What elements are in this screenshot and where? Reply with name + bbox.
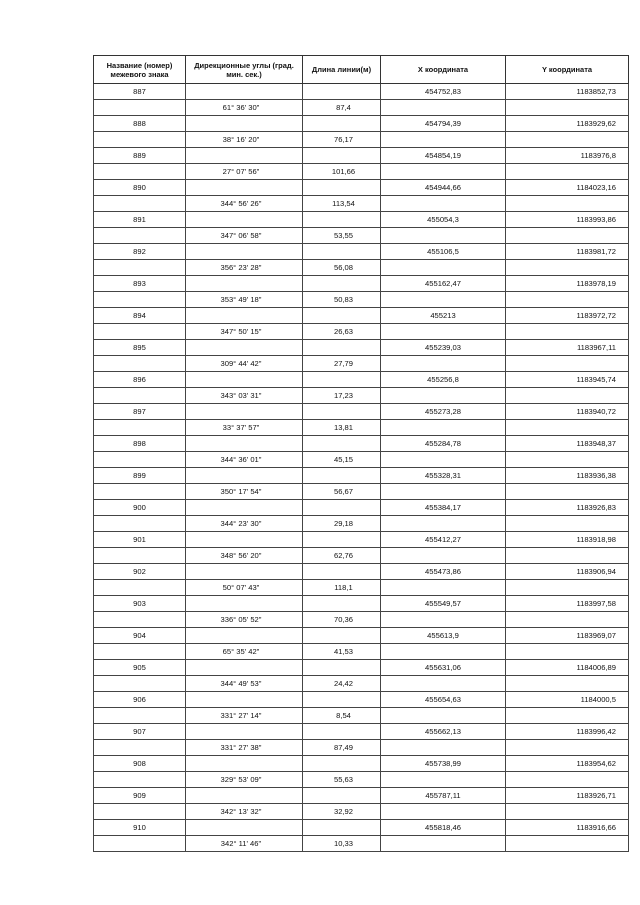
x-coordinate: 455654,63 <box>381 692 506 708</box>
y-coordinate: 1183906,94 <box>506 564 629 580</box>
empty-cell <box>303 116 381 132</box>
empty-cell <box>186 788 303 804</box>
direction-angle: 27° 07' 56" <box>186 164 303 180</box>
mark-number: 910 <box>94 820 186 836</box>
empty-cell <box>506 356 629 372</box>
direction-angle: 344° 36' 01" <box>186 452 303 468</box>
direction-angle: 343° 03' 31" <box>186 388 303 404</box>
direction-angle: 50° 07' 43" <box>186 580 303 596</box>
empty-cell <box>186 628 303 644</box>
empty-cell <box>303 340 381 356</box>
x-coordinate: 455738,99 <box>381 756 506 772</box>
empty-cell <box>94 100 186 116</box>
y-coordinate: 1183993,86 <box>506 212 629 228</box>
empty-cell <box>186 276 303 292</box>
y-coordinate: 1183948,37 <box>506 436 629 452</box>
y-coordinate: 1183926,83 <box>506 500 629 516</box>
empty-cell <box>94 804 186 820</box>
segment-row <box>94 100 629 116</box>
direction-angle: 38° 16' 20" <box>186 132 303 148</box>
point-row <box>94 276 629 292</box>
segment-row <box>94 772 629 788</box>
empty-cell <box>303 436 381 452</box>
empty-cell <box>186 692 303 708</box>
empty-cell <box>381 356 506 372</box>
line-length: 53,55 <box>303 228 381 244</box>
mark-number: 902 <box>94 564 186 580</box>
direction-angle: 329° 53' 09" <box>186 772 303 788</box>
empty-cell <box>303 756 381 772</box>
direction-angle: 356° 23' 28" <box>186 260 303 276</box>
segment-row <box>94 292 629 308</box>
y-coordinate: 1183997,58 <box>506 596 629 612</box>
direction-angle: 348° 56' 20" <box>186 548 303 564</box>
empty-cell <box>303 244 381 260</box>
empty-cell <box>381 228 506 244</box>
empty-cell <box>303 628 381 644</box>
y-coordinate: 1183926,71 <box>506 788 629 804</box>
empty-cell <box>94 132 186 148</box>
empty-cell <box>186 308 303 324</box>
mark-number: 904 <box>94 628 186 644</box>
empty-cell <box>381 420 506 436</box>
segment-row <box>94 708 629 724</box>
empty-cell <box>186 148 303 164</box>
segment-row <box>94 388 629 404</box>
empty-cell <box>506 228 629 244</box>
empty-cell <box>186 84 303 100</box>
segment-row <box>94 196 629 212</box>
mark-number: 908 <box>94 756 186 772</box>
mark-number: 909 <box>94 788 186 804</box>
empty-cell <box>381 452 506 468</box>
x-coordinate: 455213 <box>381 308 506 324</box>
x-coordinate: 454854,19 <box>381 148 506 164</box>
header-line-length: Длина линии(м) <box>303 56 381 84</box>
empty-cell <box>506 836 629 852</box>
mark-number: 892 <box>94 244 186 260</box>
empty-cell <box>186 244 303 260</box>
empty-cell <box>506 292 629 308</box>
empty-cell <box>506 196 629 212</box>
x-coordinate: 455162,47 <box>381 276 506 292</box>
header-direction-angle: Дирекционные углы (град. мин. сек.) <box>186 56 303 84</box>
mark-number: 890 <box>94 180 186 196</box>
x-coordinate: 455328,31 <box>381 468 506 484</box>
direction-angle: 344° 23' 30" <box>186 516 303 532</box>
empty-cell <box>303 724 381 740</box>
mark-number: 888 <box>94 116 186 132</box>
empty-cell <box>94 644 186 660</box>
empty-cell <box>186 820 303 836</box>
direction-angle: 309° 44' 42" <box>186 356 303 372</box>
empty-cell <box>506 452 629 468</box>
empty-cell <box>186 564 303 580</box>
empty-cell <box>303 372 381 388</box>
mark-number: 901 <box>94 532 186 548</box>
empty-cell <box>381 100 506 116</box>
line-length: 50,83 <box>303 292 381 308</box>
empty-cell <box>94 196 186 212</box>
y-coordinate: 1183916,66 <box>506 820 629 836</box>
empty-cell <box>381 836 506 852</box>
point-row <box>94 372 629 388</box>
x-coordinate: 455273,28 <box>381 404 506 420</box>
y-coordinate: 1183978,19 <box>506 276 629 292</box>
empty-cell <box>506 260 629 276</box>
coordinates-table <box>93 55 629 852</box>
mark-number: 898 <box>94 436 186 452</box>
empty-cell <box>94 260 186 276</box>
segment-row <box>94 836 629 852</box>
segment-row <box>94 228 629 244</box>
line-length: 32,92 <box>303 804 381 820</box>
empty-cell <box>506 420 629 436</box>
direction-angle: 347° 06' 58" <box>186 228 303 244</box>
empty-cell <box>94 228 186 244</box>
segment-row <box>94 324 629 340</box>
mark-number: 903 <box>94 596 186 612</box>
y-coordinate: 1183996,42 <box>506 724 629 740</box>
direction-angle: 65° 35' 42" <box>186 644 303 660</box>
direction-angle: 331° 27' 38" <box>186 740 303 756</box>
empty-cell <box>186 756 303 772</box>
empty-cell <box>186 532 303 548</box>
direction-angle: 331° 27' 14" <box>186 708 303 724</box>
segment-row <box>94 420 629 436</box>
line-length: 70,36 <box>303 612 381 628</box>
direction-angle: 344° 49' 53" <box>186 676 303 692</box>
empty-cell <box>506 644 629 660</box>
point-row <box>94 628 629 644</box>
segment-row <box>94 356 629 372</box>
empty-cell <box>94 548 186 564</box>
mark-number: 887 <box>94 84 186 100</box>
empty-cell <box>381 324 506 340</box>
line-length: 56,67 <box>303 484 381 500</box>
empty-cell <box>94 164 186 180</box>
empty-cell <box>94 388 186 404</box>
direction-angle: 61° 36' 30" <box>186 100 303 116</box>
point-row <box>94 468 629 484</box>
x-coordinate: 455613,9 <box>381 628 506 644</box>
empty-cell <box>186 500 303 516</box>
point-row <box>94 564 629 580</box>
y-coordinate: 1183940,72 <box>506 404 629 420</box>
header-y-coordinate: Y координата <box>506 56 629 84</box>
empty-cell <box>506 740 629 756</box>
line-length: 113,54 <box>303 196 381 212</box>
point-row <box>94 500 629 516</box>
segment-row <box>94 516 629 532</box>
empty-cell <box>381 516 506 532</box>
empty-cell <box>381 164 506 180</box>
mark-number: 894 <box>94 308 186 324</box>
line-length: 41,53 <box>303 644 381 660</box>
empty-cell <box>381 772 506 788</box>
x-coordinate: 455631,06 <box>381 660 506 676</box>
line-length: 62,76 <box>303 548 381 564</box>
y-coordinate: 1184006,89 <box>506 660 629 676</box>
point-row <box>94 116 629 132</box>
line-length: 10,33 <box>303 836 381 852</box>
empty-cell <box>94 836 186 852</box>
point-row <box>94 596 629 612</box>
empty-cell <box>506 548 629 564</box>
x-coordinate: 454794,39 <box>381 116 506 132</box>
empty-cell <box>94 516 186 532</box>
mark-number: 899 <box>94 468 186 484</box>
direction-angle: 33° 37' 57" <box>186 420 303 436</box>
empty-cell <box>506 100 629 116</box>
point-row <box>94 404 629 420</box>
x-coordinate: 455787,11 <box>381 788 506 804</box>
direction-angle: 353° 49' 18" <box>186 292 303 308</box>
empty-cell <box>303 276 381 292</box>
direction-angle: 347° 50' 15" <box>186 324 303 340</box>
mark-number: 906 <box>94 692 186 708</box>
empty-cell <box>186 468 303 484</box>
y-coordinate: 1184000,5 <box>506 692 629 708</box>
empty-cell <box>186 660 303 676</box>
empty-cell <box>303 308 381 324</box>
empty-cell <box>186 180 303 196</box>
empty-cell <box>186 404 303 420</box>
line-length: 87,49 <box>303 740 381 756</box>
x-coordinate: 455412,27 <box>381 532 506 548</box>
x-coordinate: 455662,13 <box>381 724 506 740</box>
line-length: 76,17 <box>303 132 381 148</box>
empty-cell <box>506 324 629 340</box>
point-row <box>94 532 629 548</box>
point-row <box>94 724 629 740</box>
direction-angle: 342° 11' 46" <box>186 836 303 852</box>
line-length: 17,23 <box>303 388 381 404</box>
segment-row <box>94 644 629 660</box>
y-coordinate: 1183954,62 <box>506 756 629 772</box>
y-coordinate: 1183918,98 <box>506 532 629 548</box>
header-mark-name: Название (номер) межевого знака <box>94 56 186 84</box>
line-length: 45,15 <box>303 452 381 468</box>
empty-cell <box>94 708 186 724</box>
empty-cell <box>186 116 303 132</box>
empty-cell <box>381 388 506 404</box>
y-coordinate: 1183936,38 <box>506 468 629 484</box>
point-row <box>94 244 629 260</box>
line-length: 56,08 <box>303 260 381 276</box>
empty-cell <box>303 468 381 484</box>
header-x-coordinate: X координата <box>381 56 506 84</box>
point-row <box>94 212 629 228</box>
point-row <box>94 788 629 804</box>
empty-cell <box>506 164 629 180</box>
empty-cell <box>506 484 629 500</box>
mark-number: 897 <box>94 404 186 420</box>
empty-cell <box>303 180 381 196</box>
empty-cell <box>186 724 303 740</box>
empty-cell <box>381 612 506 628</box>
empty-cell <box>94 324 186 340</box>
x-coordinate: 455818,46 <box>381 820 506 836</box>
empty-cell <box>381 484 506 500</box>
empty-cell <box>303 404 381 420</box>
empty-cell <box>303 596 381 612</box>
empty-cell <box>94 676 186 692</box>
empty-cell <box>303 788 381 804</box>
empty-cell <box>303 500 381 516</box>
y-coordinate: 1183945,74 <box>506 372 629 388</box>
empty-cell <box>381 804 506 820</box>
mark-number: 896 <box>94 372 186 388</box>
empty-cell <box>381 196 506 212</box>
y-coordinate: 1183969,07 <box>506 628 629 644</box>
empty-cell <box>303 532 381 548</box>
segment-row <box>94 452 629 468</box>
mark-number: 889 <box>94 148 186 164</box>
point-row <box>94 340 629 356</box>
empty-cell <box>506 676 629 692</box>
x-coordinate: 455106,5 <box>381 244 506 260</box>
mark-number: 891 <box>94 212 186 228</box>
empty-cell <box>186 436 303 452</box>
point-row <box>94 756 629 772</box>
x-coordinate: 455549,57 <box>381 596 506 612</box>
empty-cell <box>94 452 186 468</box>
point-row <box>94 436 629 452</box>
table-header-row <box>94 56 629 84</box>
segment-row <box>94 676 629 692</box>
empty-cell <box>381 708 506 724</box>
empty-cell <box>381 132 506 148</box>
segment-row <box>94 804 629 820</box>
empty-cell <box>381 260 506 276</box>
point-row <box>94 180 629 196</box>
x-coordinate: 455284,78 <box>381 436 506 452</box>
empty-cell <box>303 84 381 100</box>
empty-cell <box>303 564 381 580</box>
x-coordinate: 455256,8 <box>381 372 506 388</box>
mark-number: 893 <box>94 276 186 292</box>
mark-number: 895 <box>94 340 186 356</box>
empty-cell <box>381 548 506 564</box>
x-coordinate: 455054,3 <box>381 212 506 228</box>
y-coordinate: 1183981,72 <box>506 244 629 260</box>
empty-cell <box>381 580 506 596</box>
empty-cell <box>381 740 506 756</box>
line-length: 29,18 <box>303 516 381 532</box>
empty-cell <box>506 580 629 596</box>
empty-cell <box>506 388 629 404</box>
empty-cell <box>506 804 629 820</box>
point-row <box>94 148 629 164</box>
segment-row <box>94 260 629 276</box>
empty-cell <box>381 292 506 308</box>
mark-number: 907 <box>94 724 186 740</box>
mark-number: 900 <box>94 500 186 516</box>
point-row <box>94 84 629 100</box>
line-length: 26,63 <box>303 324 381 340</box>
x-coordinate: 455239,03 <box>381 340 506 356</box>
x-coordinate: 455473,86 <box>381 564 506 580</box>
line-length: 27,79 <box>303 356 381 372</box>
x-coordinate: 455384,17 <box>381 500 506 516</box>
line-length: 8,54 <box>303 708 381 724</box>
segment-row <box>94 164 629 180</box>
empty-cell <box>303 820 381 836</box>
empty-cell <box>303 660 381 676</box>
direction-angle: 350° 17' 54" <box>186 484 303 500</box>
y-coordinate: 1183976,8 <box>506 148 629 164</box>
empty-cell <box>506 772 629 788</box>
segment-row <box>94 484 629 500</box>
empty-cell <box>94 356 186 372</box>
empty-cell <box>506 132 629 148</box>
empty-cell <box>506 708 629 724</box>
empty-cell <box>381 644 506 660</box>
empty-cell <box>303 692 381 708</box>
empty-cell <box>506 612 629 628</box>
mark-number: 905 <box>94 660 186 676</box>
empty-cell <box>186 372 303 388</box>
point-row <box>94 308 629 324</box>
direction-angle: 344° 56' 26" <box>186 196 303 212</box>
empty-cell <box>506 516 629 532</box>
empty-cell <box>94 772 186 788</box>
empty-cell <box>303 212 381 228</box>
empty-cell <box>186 212 303 228</box>
line-length: 55,63 <box>303 772 381 788</box>
direction-angle: 336° 05' 52" <box>186 612 303 628</box>
empty-cell <box>94 420 186 436</box>
point-row <box>94 660 629 676</box>
direction-angle: 342° 13' 32" <box>186 804 303 820</box>
y-coordinate: 1183852,73 <box>506 84 629 100</box>
empty-cell <box>94 580 186 596</box>
segment-row <box>94 548 629 564</box>
point-row <box>94 820 629 836</box>
empty-cell <box>303 148 381 164</box>
line-length: 118,1 <box>303 580 381 596</box>
segment-row <box>94 740 629 756</box>
empty-cell <box>186 596 303 612</box>
empty-cell <box>381 676 506 692</box>
point-row <box>94 692 629 708</box>
empty-cell <box>94 612 186 628</box>
line-length: 24,42 <box>303 676 381 692</box>
line-length: 101,66 <box>303 164 381 180</box>
line-length: 87,4 <box>303 100 381 116</box>
empty-cell <box>94 484 186 500</box>
segment-row <box>94 580 629 596</box>
table-body <box>94 84 629 852</box>
y-coordinate: 1184023,16 <box>506 180 629 196</box>
empty-cell <box>94 292 186 308</box>
y-coordinate: 1183972,72 <box>506 308 629 324</box>
line-length: 13,81 <box>303 420 381 436</box>
empty-cell <box>94 740 186 756</box>
x-coordinate: 454752,83 <box>381 84 506 100</box>
y-coordinate: 1183967,11 <box>506 340 629 356</box>
y-coordinate: 1183929,62 <box>506 116 629 132</box>
empty-cell <box>186 340 303 356</box>
x-coordinate: 454944,66 <box>381 180 506 196</box>
segment-row <box>94 132 629 148</box>
segment-row <box>94 612 629 628</box>
